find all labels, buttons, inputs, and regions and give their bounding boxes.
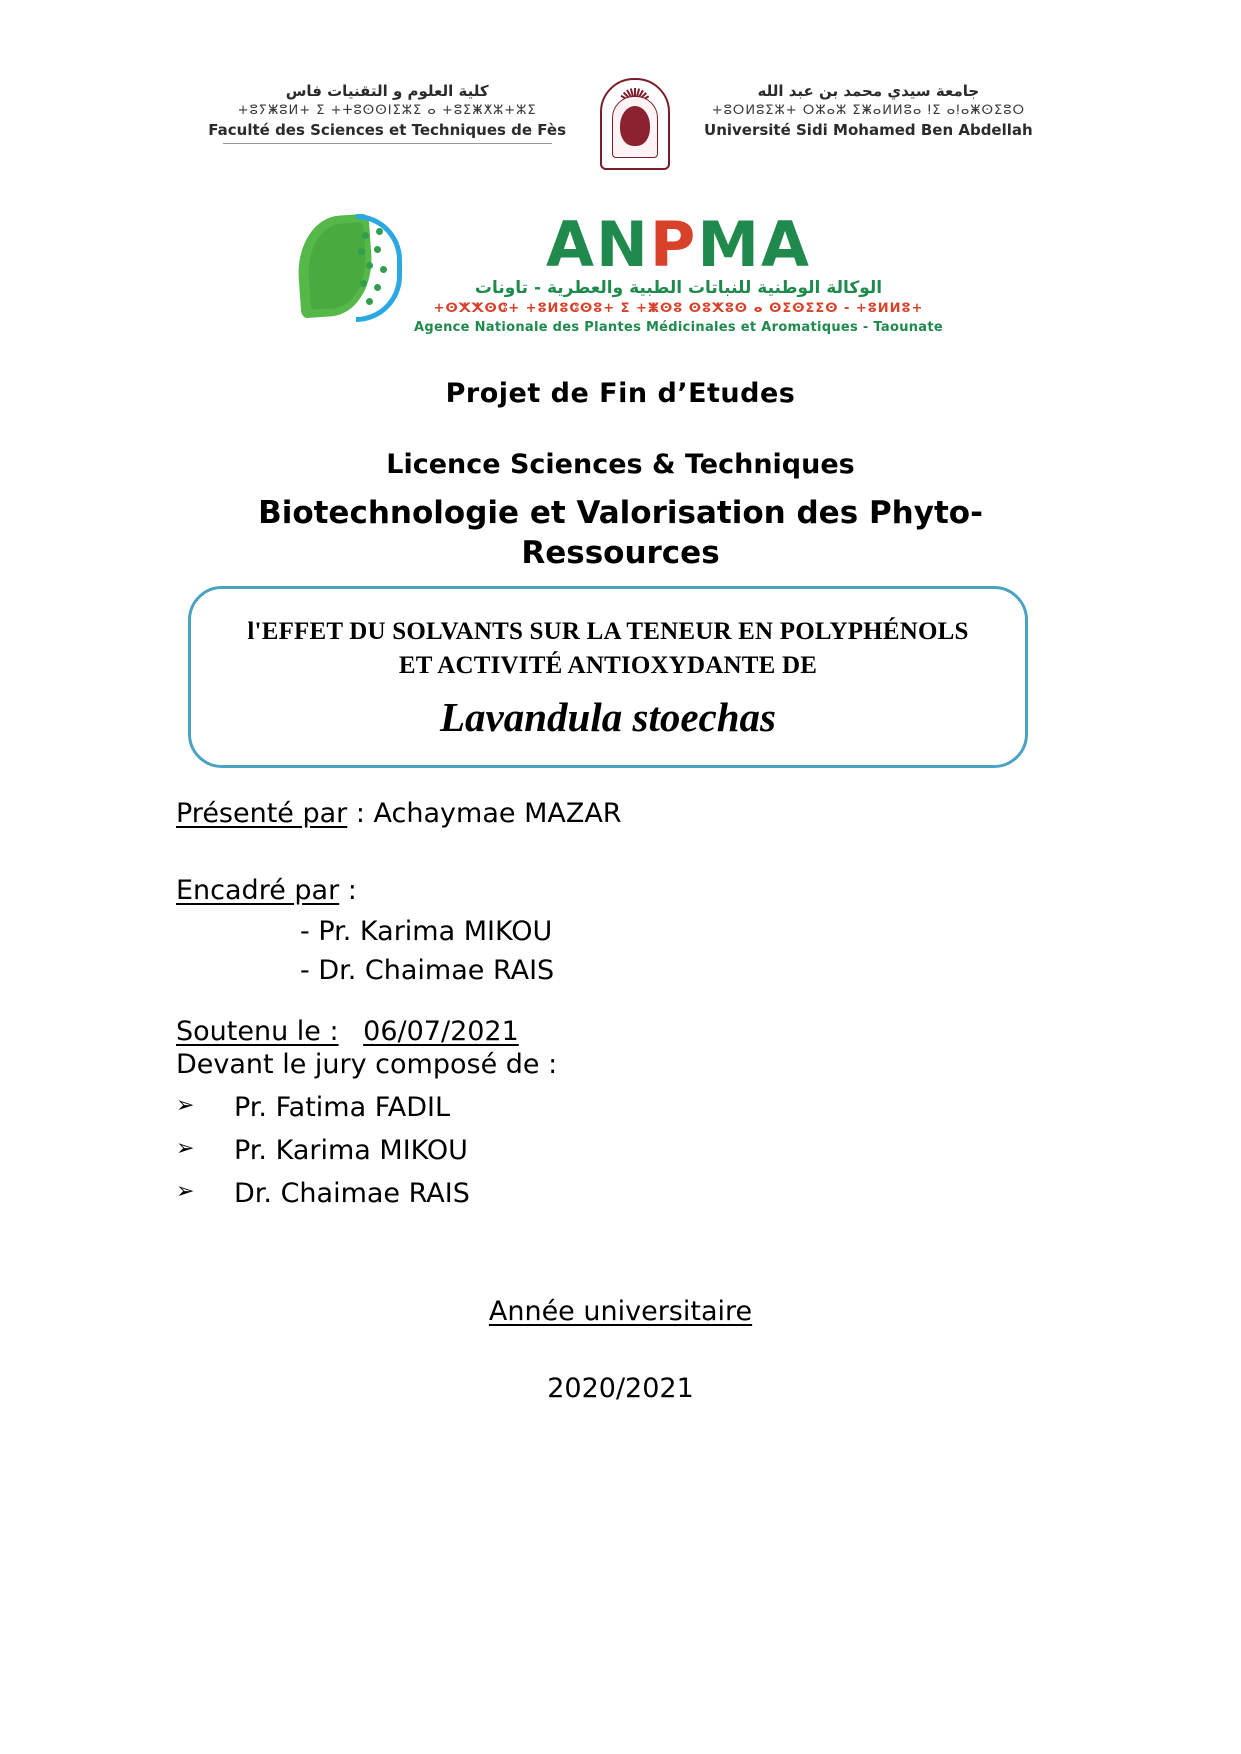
- presented-by-row: [176, 798, 1076, 829]
- list-item: [176, 1178, 1076, 1209]
- anpma-letter-a2: A: [761, 208, 811, 281]
- university-name-arabic: جامعة سيدي محمد بن عبد الله: [757, 82, 980, 100]
- faculty-block: [208, 82, 566, 144]
- presented-by-label: Présenté par: [176, 798, 348, 829]
- supervised-by-label: Encadré par: [176, 875, 340, 906]
- document-headings: [0, 378, 1241, 574]
- jury-member-name: Pr. Fatima FADIL: [234, 1092, 451, 1123]
- anpma-letter-p: P: [649, 208, 698, 281]
- supervised-by-separator: :: [339, 875, 357, 906]
- faculty-name-french: Faculté des Sciences et Techniques de Fès: [208, 121, 567, 139]
- anpma-wordmark: [545, 208, 811, 281]
- jury-member-name: Pr. Karima MIKOU: [234, 1135, 468, 1166]
- anpma-subtitle-french: Agence Nationale des Plantes Médicinales et Aromatiques - Taounate: [413, 319, 944, 335]
- supervised-by-row: [176, 875, 1076, 906]
- anpma-letter-a1: A: [545, 208, 596, 281]
- arrow-bullet-icon: ➢: [176, 1179, 195, 1204]
- list-item: [176, 1135, 1076, 1166]
- document-footer: [0, 1296, 1241, 1404]
- university-name-french: Université Sidi Mohamed Ben Abdellah: [704, 121, 1033, 139]
- presented-by-separator: :: [347, 798, 374, 829]
- specialty-name: Biotechnologie et Valorisation des Phyto-Ressources: [258, 495, 983, 572]
- thesis-title-box: [188, 586, 1028, 768]
- anpma-subtitle-arabic: الوكالة الوطنية للنباتات الطبية والعطرية - تاونات: [474, 277, 883, 298]
- university-name-tifinagh: +ⵓⵔⵍⵓⵉⵣ+ ⵔⵣⴰⵣ ⵉⵥⴰⵍⵍⵓⴰ ⵑⵉ ⴰⵑⴰⵥⵙⵉⵓⵔ: [711, 102, 1026, 118]
- anpma-letter-n: N: [595, 208, 650, 281]
- document-info: [176, 798, 1076, 1221]
- anpma-logo-block: [0, 208, 1241, 335]
- university-crest-icon: [596, 76, 674, 172]
- arrow-bullet-icon: ➢: [176, 1093, 195, 1118]
- defense-date: 06/07/2021: [363, 1016, 519, 1047]
- jury-members-list: [176, 1092, 1076, 1209]
- presented-by-value: Achaymae MAZAR: [373, 798, 622, 829]
- supervisors-list: [176, 916, 1076, 986]
- faculty-name-arabic: كلية العلوم و التقنيات فاس: [285, 82, 489, 100]
- faculty-divider: [223, 143, 552, 144]
- list-item: - Pr. Karima MIKOU: [300, 916, 553, 947]
- defense-label: Soutenu le :: [176, 1016, 339, 1047]
- arrow-bullet-icon: ➢: [176, 1136, 195, 1161]
- document-header: [0, 82, 1241, 172]
- thesis-title-line1: l'EFFET DU SOLVANTS SUR LA TENEUR EN POLYPHÉNOLS: [247, 618, 969, 645]
- degree-name: Licence Sciences & Techniques: [386, 449, 855, 480]
- thesis-title-line2: ET ACTIVITÉ ANTIOXYDANTE DE: [398, 651, 818, 679]
- list-item: [176, 1092, 1076, 1123]
- jury-intro: Devant le jury composé de :: [176, 1049, 558, 1080]
- list-item: - Dr. Chaimae RAIS: [300, 955, 555, 986]
- project-type: Projet de Fin d’Etudes: [445, 378, 796, 409]
- anpma-letter-m: M: [697, 208, 762, 281]
- thesis-species-name: Lavandula stoechas: [440, 693, 776, 740]
- anpma-subtitle-tifinagh: +ⵙⵅⵅⵙⵛ+ +ⵓⵍⵓⵛⵙⵓ+ ⵉ +ⵥⵙⵓ ⵙⵓⵅⵓⵙ ⴰ ⵙⵉⵙⵉⵉⵙ - +ⵓⵍⵍⵓ+: [433, 300, 924, 316]
- faculty-name-tifinagh: +ⵓⵢⵥⵓⵍ+ ⵉ +ⵜⵓⵙⵙⵏⵉⵣⵉ ⴰ +ⵓⵉⵥⵅⵣ+ⵣⵉ: [237, 102, 537, 118]
- academic-year-value: 2020/2021: [547, 1373, 694, 1404]
- jury-member-name: Dr. Chaimae RAIS: [234, 1178, 470, 1209]
- defense-row: [176, 1016, 1076, 1047]
- anpma-leaf-icon: [298, 214, 410, 324]
- university-block: [704, 82, 1033, 140]
- academic-year-label: Année universitaire: [488, 1296, 753, 1327]
